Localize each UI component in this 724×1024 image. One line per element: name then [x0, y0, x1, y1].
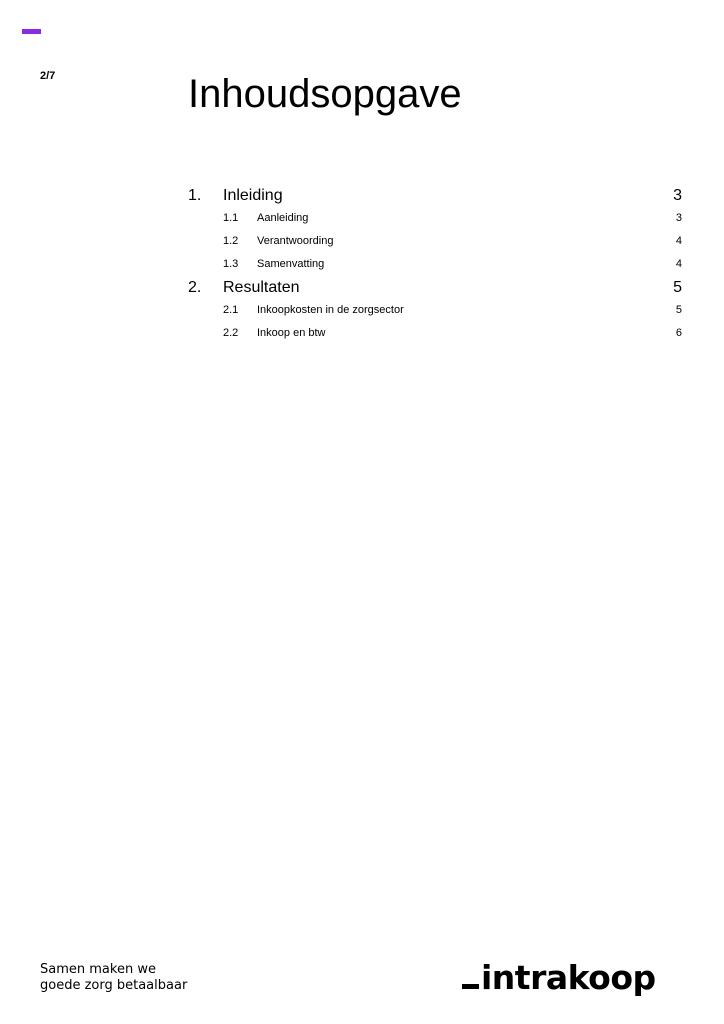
- toc-page: 4: [675, 258, 682, 270]
- toc-page: 6: [675, 327, 682, 339]
- toc-label: Inkoopkosten in de zorgsector: [257, 304, 404, 316]
- toc-number: 1.: [188, 187, 202, 204]
- tagline-line-1: Samen maken we: [40, 962, 156, 977]
- toc-entry-chapter[interactable]: [188, 184, 682, 207]
- toc-number: 1.3: [223, 258, 239, 270]
- footer-tagline: [40, 962, 187, 994]
- toc-label: Resultaten: [223, 279, 300, 296]
- tagline-line-2: goede zorg betaalbaar: [40, 978, 188, 993]
- toc-number: 1.1: [223, 212, 239, 224]
- toc-number: 2.1: [223, 304, 239, 316]
- toc-entry-section[interactable]: [188, 322, 682, 345]
- logo-underscore-mark: [462, 984, 479, 989]
- toc-entry-section[interactable]: [188, 299, 682, 322]
- toc-entry-section[interactable]: [188, 230, 682, 253]
- toc-label: Verantwoording: [257, 235, 334, 247]
- toc-label: Aanleiding: [257, 212, 309, 224]
- toc-page: 4: [675, 235, 682, 247]
- toc-entry-chapter[interactable]: [188, 276, 682, 299]
- toc-page: 3: [673, 187, 682, 204]
- logo-text: intrakoop: [481, 958, 656, 997]
- page-title: Inhoudsopgave: [188, 72, 462, 116]
- toc-label: Samenvatting: [257, 258, 325, 270]
- table-of-contents: [188, 184, 682, 345]
- toc-page: 3: [675, 212, 682, 224]
- intrakoop-logo: [462, 958, 656, 997]
- toc-page: 5: [673, 279, 682, 296]
- toc-label: Inleiding: [223, 187, 283, 204]
- toc-number: 2.: [188, 279, 202, 296]
- toc-label: Inkoop en btw: [257, 327, 326, 339]
- toc-number: 2.2: [223, 327, 239, 339]
- toc-page: 5: [675, 304, 682, 316]
- toc-number: 1.2: [223, 235, 239, 247]
- accent-bar: [22, 29, 41, 34]
- toc-entry-section[interactable]: [188, 253, 682, 276]
- toc-entry-section[interactable]: [188, 207, 682, 230]
- page-indicator: 2/7: [40, 70, 56, 82]
